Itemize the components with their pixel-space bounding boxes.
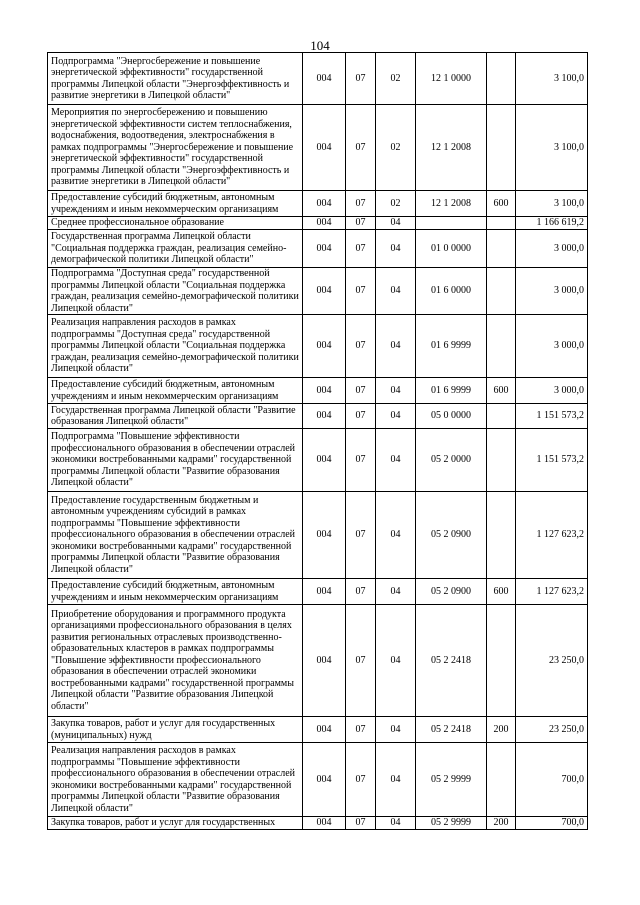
row-sum: 700,0 (516, 817, 588, 830)
row-gr: 004 (303, 315, 346, 378)
row-gr: 004 (303, 191, 346, 217)
table-row (48, 817, 588, 830)
row-sum: 23 250,0 (516, 605, 588, 717)
budget-table (47, 52, 588, 830)
row-name: Мероприятия по энергосбережению и повышению энергетической эффективности систем теплоснабжения, водоснабжения, водоотведения, электроснабжения в рамках подпрограммы "Энергосбережение и повышение энергетической эффективности" государственной программы Липецкой области "Энергоэффективность и развитие энергетики в Липецкой области" (48, 105, 303, 191)
row-rz: 07 (346, 53, 376, 105)
row-cs: 05 2 2418 (416, 717, 487, 743)
table-row (48, 378, 588, 404)
row-pr: 04 (376, 378, 416, 404)
row-vr (487, 492, 516, 579)
row-pr: 04 (376, 429, 416, 492)
row-cs: 05 2 2418 (416, 605, 487, 717)
row-rz: 07 (346, 404, 376, 429)
row-rz: 07 (346, 605, 376, 717)
row-vr (487, 53, 516, 105)
row-vr (487, 429, 516, 492)
row-vr (487, 217, 516, 230)
table-row (48, 579, 588, 605)
row-name: Подпрограмма "Энергосбережение и повышение энергетической эффективности" государственной программы Липецкой области "Энергоэффективность и развитие энергетики в Липецкой области" (48, 53, 303, 105)
row-cs: 01 0 0000 (416, 230, 487, 268)
row-sum: 23 250,0 (516, 717, 588, 743)
row-cs: 05 2 0000 (416, 429, 487, 492)
row-rz: 07 (346, 378, 376, 404)
row-cs: 05 2 9999 (416, 743, 487, 817)
row-gr: 004 (303, 429, 346, 492)
row-cs: 12 1 2008 (416, 191, 487, 217)
row-vr: 600 (487, 191, 516, 217)
row-cs: 12 1 0000 (416, 53, 487, 105)
row-name: Реализация направления расходов в рамках подпрограммы "Повышение эффективности профессионального образования в обеспечении отраслей экономики востребованными кадрами" государственной программы Липецкой области "Развитие образования Липецкой области" (48, 743, 303, 817)
row-gr: 004 (303, 53, 346, 105)
row-pr: 02 (376, 105, 416, 191)
row-gr: 004 (303, 230, 346, 268)
row-sum: 3 100,0 (516, 53, 588, 105)
table-row (48, 404, 588, 429)
row-cs: 01 6 9999 (416, 378, 487, 404)
row-name: Подпрограмма "Доступная среда" государственной программы Липецкой области "Социальная поддержка граждан, реализация семейно-демографической политики Липецкой области" (48, 268, 303, 315)
table-row (48, 191, 588, 217)
row-sum: 3 000,0 (516, 230, 588, 268)
row-pr: 04 (376, 404, 416, 429)
row-rz: 07 (346, 268, 376, 315)
row-gr: 004 (303, 605, 346, 717)
row-rz: 07 (346, 579, 376, 605)
row-pr: 04 (376, 743, 416, 817)
row-gr: 004 (303, 404, 346, 429)
row-vr (487, 743, 516, 817)
row-sum: 1 151 573,2 (516, 429, 588, 492)
row-vr: 200 (487, 817, 516, 830)
row-sum: 1 166 619,2 (516, 217, 588, 230)
row-gr: 004 (303, 268, 346, 315)
table-row (48, 605, 588, 717)
row-gr: 004 (303, 743, 346, 817)
row-name: Закупка товаров, работ и услуг для государственных (48, 817, 303, 830)
table-row (48, 268, 588, 315)
row-gr: 004 (303, 378, 346, 404)
row-gr: 004 (303, 579, 346, 605)
row-cs: 05 2 0900 (416, 492, 487, 579)
row-pr: 04 (376, 217, 416, 230)
row-name: Приобретение оборудования и программного продукта организациями профессионального образования в целях развития региональных отраслевых производственно-образовательных кластеров в рамках подпрограммы "Повышение эффективности профессионального образования в обеспечении отраслей экономики востребованными кадрами" государственной программы Липецкой области "Развитие образования Липецкой области" (48, 605, 303, 717)
row-pr: 04 (376, 579, 416, 605)
row-name: Предоставление субсидий бюджетным, автономным учреждениям и иным некоммерческим организациям (48, 579, 303, 605)
row-gr: 004 (303, 717, 346, 743)
table-row (48, 743, 588, 817)
row-gr: 004 (303, 217, 346, 230)
row-pr: 04 (376, 492, 416, 579)
row-name: Предоставление государственным бюджетным и автономным учреждениям субсидий в рамках подпрограммы "Повышение эффективности профессионального образования в обеспечении отраслей экономики востребованными кадрами" государственной программы Липецкой области "Развитие образования Липецкой области" (48, 492, 303, 579)
row-gr: 004 (303, 492, 346, 579)
row-rz: 07 (346, 817, 376, 830)
table-row (48, 492, 588, 579)
row-name: Закупка товаров, работ и услуг для государственных (муниципальных) нужд (48, 717, 303, 743)
row-sum: 1 127 623,2 (516, 579, 588, 605)
table-row (48, 105, 588, 191)
row-cs (416, 217, 487, 230)
table-row (48, 315, 588, 378)
row-gr: 004 (303, 105, 346, 191)
row-rz: 07 (346, 230, 376, 268)
row-name: Предоставление субсидий бюджетным, автономным учреждениям и иным некоммерческим организациям (48, 378, 303, 404)
row-name: Предоставление субсидий бюджетным, автономным учреждениям и иным некоммерческим организациям (48, 191, 303, 217)
row-vr (487, 230, 516, 268)
row-pr: 04 (376, 817, 416, 830)
row-cs: 05 2 9999 (416, 817, 487, 830)
row-name: Среднее профессиональное образование (48, 217, 303, 230)
row-rz: 07 (346, 429, 376, 492)
row-pr: 04 (376, 315, 416, 378)
row-pr: 04 (376, 717, 416, 743)
row-name: Государственная программа Липецкой области "Социальная поддержка граждан, реализация семейно-демографической политики Липецкой области" (48, 230, 303, 268)
row-rz: 07 (346, 191, 376, 217)
row-vr (487, 105, 516, 191)
row-pr: 04 (376, 230, 416, 268)
row-rz: 07 (346, 743, 376, 817)
row-cs: 01 6 0000 (416, 268, 487, 315)
row-vr (487, 315, 516, 378)
row-vr: 600 (487, 378, 516, 404)
row-cs: 05 2 0900 (416, 579, 487, 605)
row-sum: 3 000,0 (516, 315, 588, 378)
table-row (48, 429, 588, 492)
row-sum: 1 127 623,2 (516, 492, 588, 579)
row-rz: 07 (346, 315, 376, 378)
row-sum: 700,0 (516, 743, 588, 817)
row-name: Реализация направления расходов в рамках подпрограммы "Доступная среда" государственной программы Липецкой области "Социальная поддержка граждан, реализация семейно-демографической политики Липецкой области" (48, 315, 303, 378)
row-rz: 07 (346, 717, 376, 743)
row-sum: 1 151 573,2 (516, 404, 588, 429)
row-rz: 07 (346, 217, 376, 230)
table-row (48, 230, 588, 268)
row-cs: 05 0 0000 (416, 404, 487, 429)
table-row (48, 717, 588, 743)
page-number: 104 (310, 38, 330, 53)
row-pr: 04 (376, 605, 416, 717)
row-name: Государственная программа Липецкой области "Развитие образования Липецкой области" (48, 404, 303, 429)
row-sum: 3 100,0 (516, 105, 588, 191)
row-vr (487, 605, 516, 717)
row-pr: 04 (376, 268, 416, 315)
row-pr: 02 (376, 191, 416, 217)
row-gr: 004 (303, 817, 346, 830)
row-sum: 3 000,0 (516, 268, 588, 315)
row-vr (487, 268, 516, 315)
row-vr: 600 (487, 579, 516, 605)
row-pr: 02 (376, 53, 416, 105)
row-cs: 12 1 2008 (416, 105, 487, 191)
row-sum: 3 100,0 (516, 191, 588, 217)
row-name: Подпрограмма "Повышение эффективности профессионального образования в обеспечении отраслей экономики востребованными кадрами" государственной программы Липецкой области "Развитие образования Липецкой области" (48, 429, 303, 492)
row-rz: 07 (346, 105, 376, 191)
row-sum: 3 000,0 (516, 378, 588, 404)
row-rz: 07 (346, 492, 376, 579)
row-vr: 200 (487, 717, 516, 743)
table-row (48, 217, 588, 230)
row-cs: 01 6 9999 (416, 315, 487, 378)
row-vr (487, 404, 516, 429)
table-row (48, 53, 588, 105)
